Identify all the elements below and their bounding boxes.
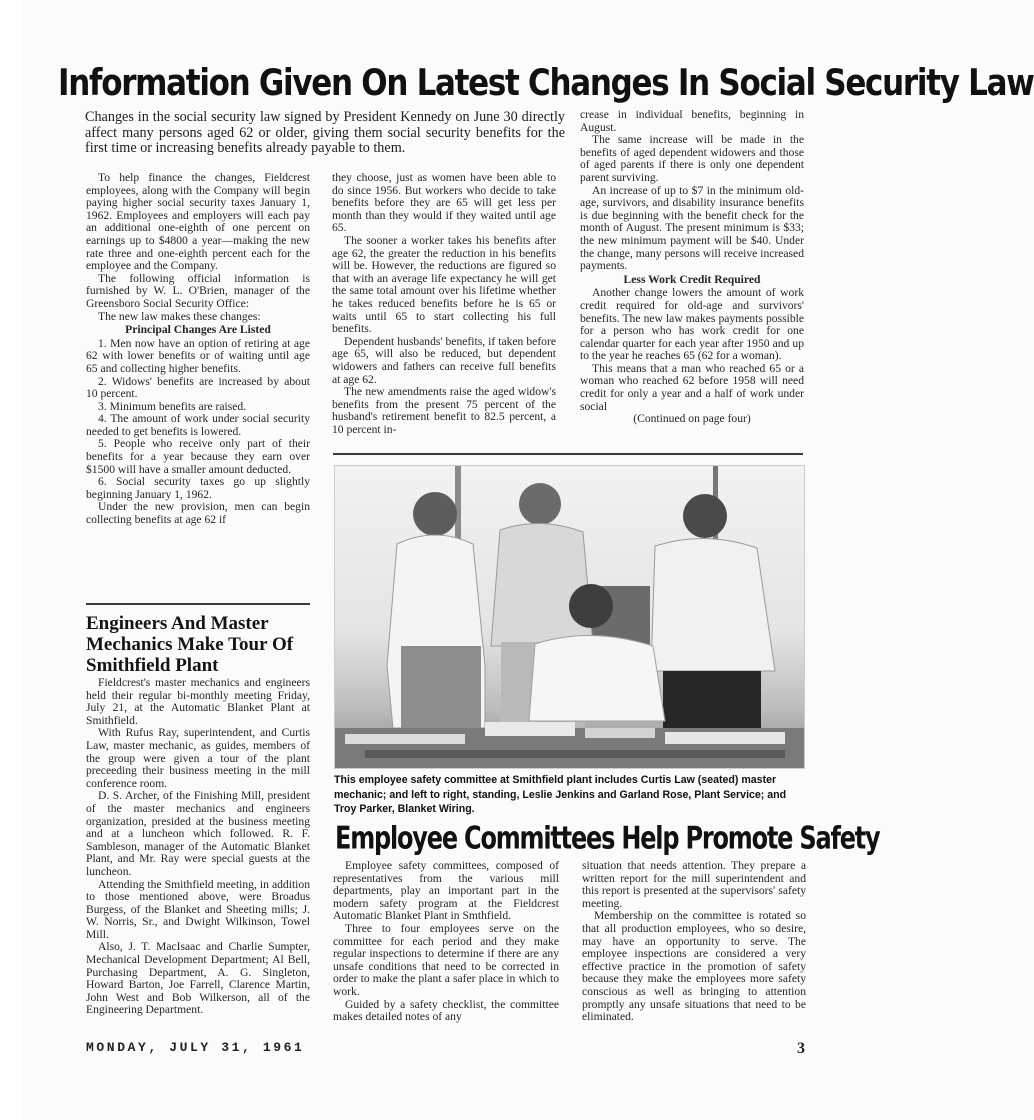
engineers-article-title: Engineers And Master Mechanics Make Tour Of Smithfield Plant: [86, 613, 294, 676]
paragraph: Another change lowers the amount of work credit required for old-age and survivors' benefits. The new law makes payments possible for a person who has work credit for one calendar quarter for each year after 1950 and up to the year he reaches 65 (62 for a woman).: [580, 286, 804, 363]
section-divider: [333, 453, 803, 455]
paragraph: Attending the Smithfield meeting, in addition to those mentioned above, were Broadus Burgess, of the Blanket and Sheeting mills; J. W. Norris, Sr., and Dwight Wilkinson, Towel Mill.: [86, 877, 310, 941]
paragraph: An increase of up to $7 in the minimum old-age, survivors, and disability insurance benefits is due beginning with the benefit check for the month of August. The present minimum is $33; the new minimum payment will be $40. Under the change, many persons will receive increased payments.: [580, 183, 804, 273]
social-security-column-2: [332, 172, 556, 436]
paragraph: Dependent husbands' benefits, if taken before age 65, will also be reduced, but dependent widowers and fathers can receive full benefits at age 62.: [332, 334, 556, 386]
paragraph: situation that needs attention. They prepare a written report for the mill superintendent and this report is presented at the supervisors' safety meeting.: [582, 859, 806, 910]
safety-article-column-1: [333, 860, 559, 1024]
list-item: 5. People who receive only part of their benefits for a year because they earn over $1500 will have a smaller amount deducted.: [86, 437, 310, 476]
paragraph: The new amendments raise the aged widow's benefits from the present 75 percent of the husband's retirement benefit to 82.5 percent, a 10 percent in-: [332, 385, 556, 436]
paragraph: Also, J. T. MacIsaac and Charlie Sumpter, Mechanical Development Department; Al Bell, Purchasing Department, A. G. Singleton, Howard Barton, Joe Farrell, Clarence Martin, John West and Bob Wilkerson, all of the Engineering Department.: [86, 940, 310, 1017]
page-number: 3: [797, 1040, 805, 1057]
list-item: 6. Social security taxes go up slightly beginning January 1, 1962.: [86, 475, 310, 501]
issue-date: MONDAY, JULY 31, 1961: [86, 1040, 305, 1055]
paragraph: D. S. Archer, of the Finishing Mill, president of the master mechanics and engineers organization, presided at the business meeting and at a luncheon which followed. R. F. Sambleson, manager of the Automatic Blanket Plant, and Mr. Ray were special guests at the luncheon.: [86, 789, 310, 878]
paragraph: Guided by a safety checklist, the committee makes detailed notes of any: [333, 997, 559, 1024]
continued-note: (Continued on page four): [633, 412, 751, 426]
list-item: 4. The amount of work under social security needed to get benefits is lowered.: [86, 412, 310, 438]
engineers-article-body: [86, 677, 310, 1017]
page-edge: [0, 0, 22, 1120]
paragraph: they choose, just as women have been able to do since 1956. But workers who decide to take benefits before they are 65 will get less per month than they would if they waited until age 65.: [332, 171, 556, 235]
paragraph: To help finance the changes, Fieldcrest employees, along with the Company will begin paying higher social security taxes January 1, 1962. Employees and employers will each pay an additional one-eighth of one percent on earnings up to $4800 a year—making the new rate three and one-eighth percent each for the employee and the Company.: [86, 171, 310, 273]
paragraph: Membership on the committee is rotated so that all production employees, who so desire, may have an opportunity to serve. The employee inspections are considered a very effective practice in the promotion of safety because they make the employees more safety conscious as well as bringing to attention promptly any unsafe situations that need to be eliminated.: [582, 909, 806, 1024]
paragraph: With Rufus Ray, superintendent, and Curtis Law, master mechanic, as guides, members of the group were given a tour of the plant preceeding their business meeting in the mill conference room.: [86, 726, 310, 790]
paragraph: crease in individual benefits, beginning in August.: [580, 108, 804, 134]
photo-caption: This employee safety committee at Smithfield plant includes Curtis Law (seated) master mechanic; and left to right, standing, Leslie Jenkins and Garland Rose, Plant Service; and Troy Parker, Blanket Wiring.: [334, 774, 787, 815]
paragraph: The sooner a worker takes his benefits after age 62, the greater the reduction in his benefits will be. However, the reductions are figured so that with an average life expectancy he will get the same total amount over his lifetime whether he takes reduced benefits before he is 65 or waits until 65 to start collecting his full benefits.: [332, 233, 556, 336]
safety-article-column-2: [582, 860, 806, 1024]
subheading: Less Work Credit Required: [623, 272, 761, 286]
paragraph: The following official information is furnished by W. L. O'Brien, manager of the Greensboro Social Security Office:: [86, 271, 310, 310]
list-item: 1. Men now have an option of retiring at age 62 with lower benefits or of waiting until age 65 and collecting higher benefits.: [86, 336, 310, 375]
social-security-column-3: [580, 109, 804, 426]
main-headline: Information Given On Latest Changes In Social Security Law: [58, 62, 1034, 105]
paragraph: Fieldcrest's master mechanics and engineers held their regular bi-monthly meeting Friday, July 21, at the Automatic Blanket Plant at Smithfield.: [86, 676, 310, 727]
list-item: 2. Widows' benefits are increased by about 10 percent.: [86, 374, 310, 401]
paragraph: This means that a man who reached 65 or a woman who reached 62 before 1958 will need credit for only a year and a half of work under social: [580, 361, 804, 413]
subheading: Principal Changes Are Listed: [125, 323, 271, 337]
paragraph: Employee safety committees, composed of representatives from the various mill departments, play an important part in the modern safety program at the Fieldcrest Automatic Blanket Plant in Smthfield.: [333, 859, 559, 923]
safety-committee-photo: [334, 465, 805, 769]
paragraph: The new law makes these changes:: [98, 309, 261, 323]
social-security-column-1: [86, 172, 310, 527]
paragraph: Three to four employees serve on the committee for each period and they make regular inspections to determine if there are any unsafe conditions that need to be corrected in order to make the plant a safer place in which to work.: [333, 921, 559, 998]
list-item: 3. Minimum benefits are raised.: [98, 399, 247, 413]
paragraph: The same increase will be made in the benefits of aged dependent widowers and those of aged parents if there is only one dependent parent surviving.: [580, 133, 804, 184]
section-divider: [86, 603, 310, 605]
lead-paragraph: Changes in the social security law signed by President Kennedy on June 30 directly affect many persons aged 62 or older, giving them social security benefits for the first time or increasing benefits already payable to them.: [85, 109, 565, 156]
paragraph: Under the new provision, men can begin collecting benefits at age 62 if: [86, 500, 310, 527]
photo-illustration: [335, 466, 804, 768]
safety-article-title: Employee Committees Help Promote Safety: [335, 820, 880, 857]
